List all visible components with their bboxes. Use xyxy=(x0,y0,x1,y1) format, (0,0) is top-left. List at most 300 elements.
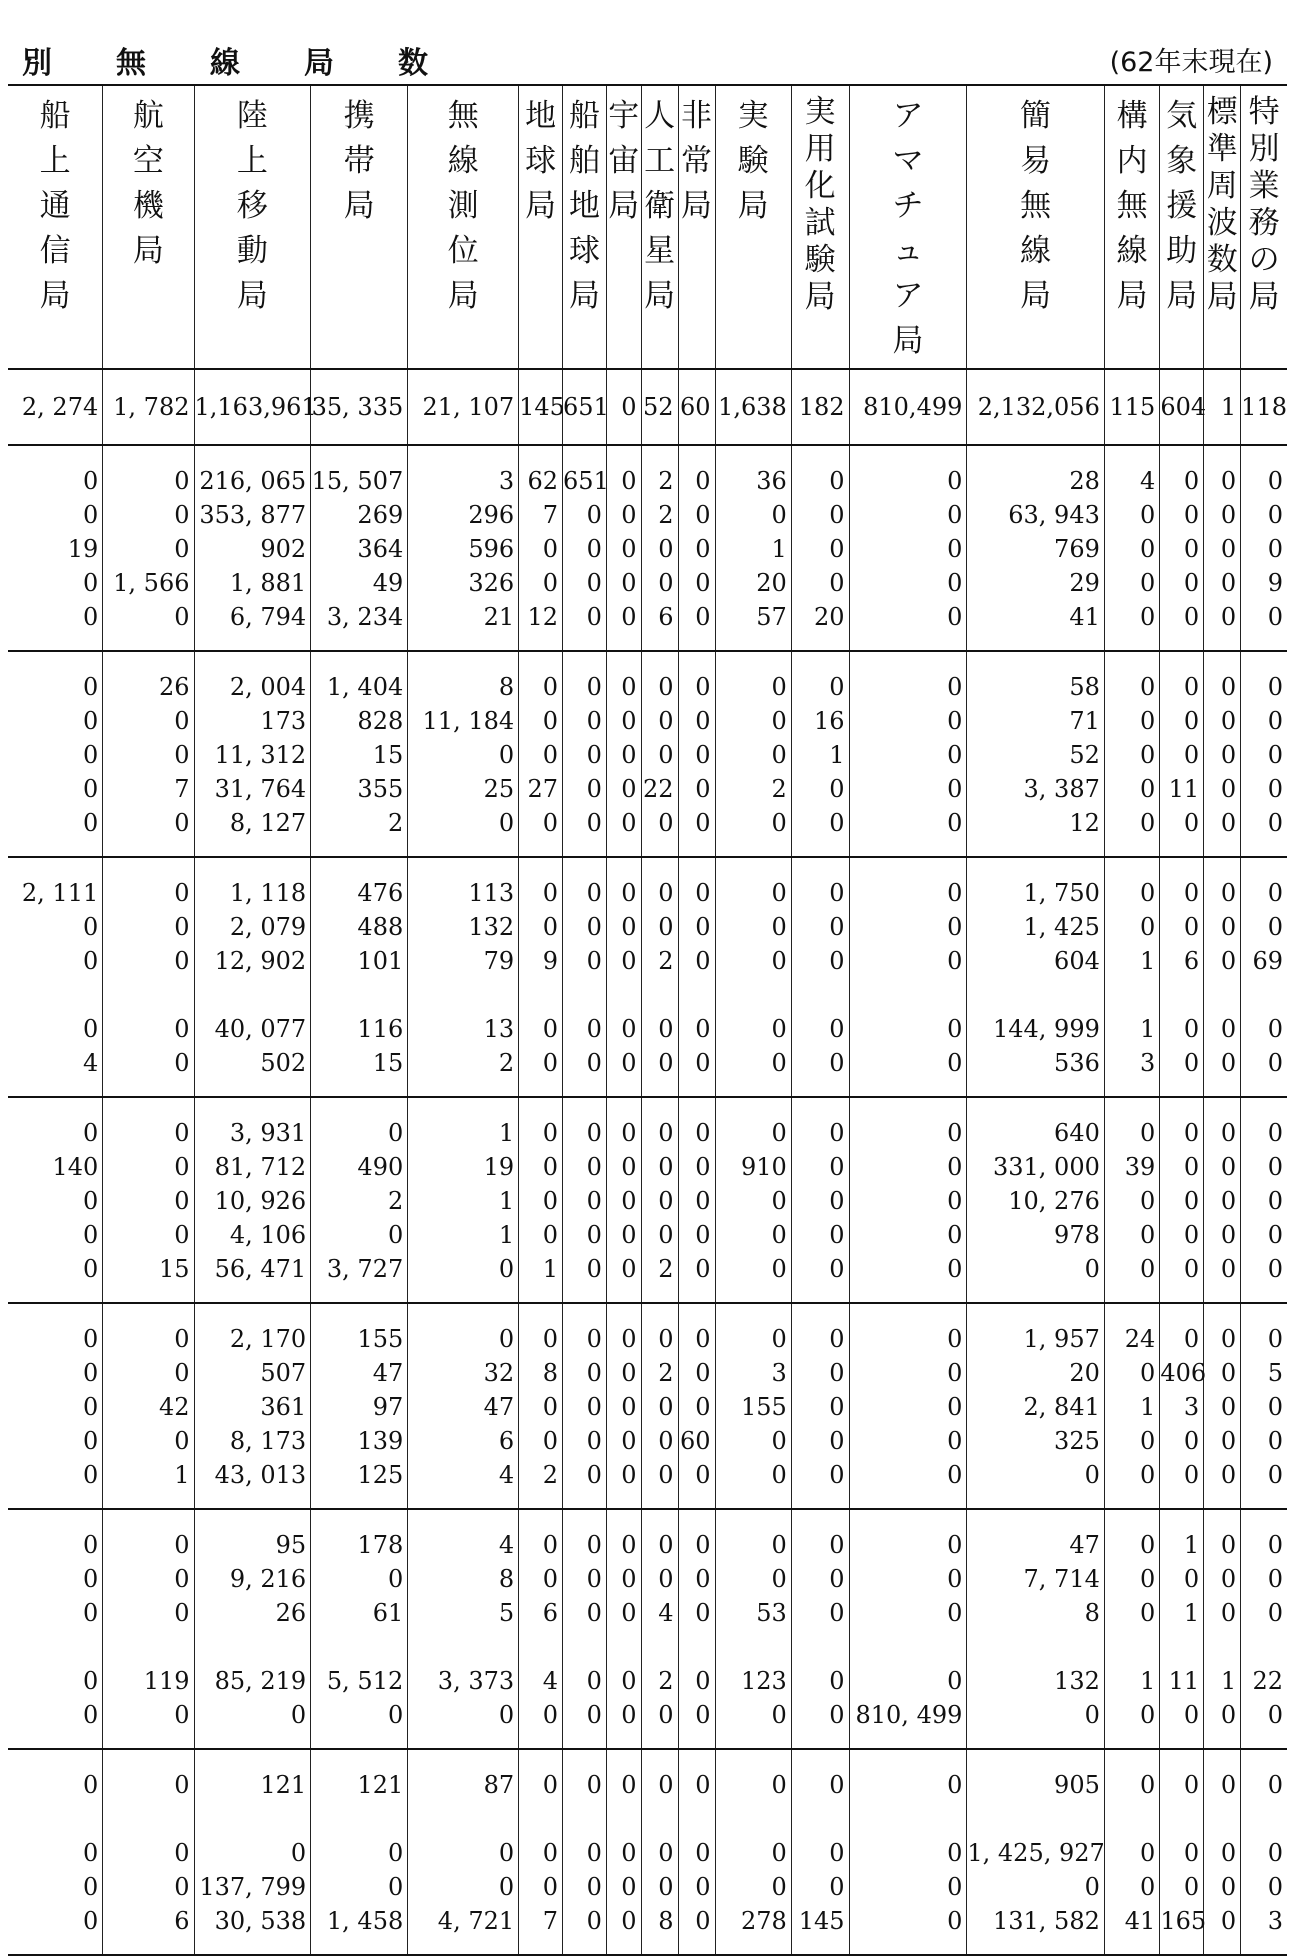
cell-value: 0 xyxy=(621,1255,637,1283)
data-cell xyxy=(849,1509,967,1749)
data-cell xyxy=(1241,1097,1287,1303)
data-cell xyxy=(408,651,519,857)
cell-value: 8 xyxy=(498,1565,515,1593)
cell-value: 0 xyxy=(771,501,787,529)
cell-value: 0 xyxy=(1183,1427,1200,1455)
column-header: 標準周波数局 xyxy=(1204,85,1241,369)
cell-value: 0 xyxy=(621,1015,637,1043)
cell-value: 173 xyxy=(260,707,307,735)
row-gap xyxy=(1160,1802,1199,1836)
data-cell xyxy=(103,651,194,857)
cell-value: 0 xyxy=(1267,1701,1283,1729)
table-body xyxy=(8,369,1287,1955)
cell-value: 0 xyxy=(695,809,711,837)
cell-value: 1, 750 xyxy=(1023,879,1100,907)
cell-value: 0 xyxy=(1220,1255,1237,1283)
data-cell xyxy=(641,1097,678,1303)
cell-value: 0 xyxy=(290,1701,307,1729)
cell-value: 0 xyxy=(621,1187,637,1215)
cell-value: 0 xyxy=(829,501,845,529)
data-cell xyxy=(563,1097,607,1303)
cell-value: 0 xyxy=(387,1839,404,1867)
row-gap xyxy=(850,1802,963,1836)
cell-value: 0 xyxy=(82,603,99,631)
data-cell xyxy=(967,445,1104,651)
cell-value: 507 xyxy=(260,1359,307,1387)
cell-value: 406 xyxy=(1160,1359,1207,1387)
cell-value: 3, 387 xyxy=(1023,775,1100,803)
cell-value: 0 xyxy=(1183,741,1200,769)
data-cell xyxy=(563,1303,607,1509)
cell-value: 0 xyxy=(947,603,963,631)
column-header: 航空機局 xyxy=(103,85,194,369)
data-cell xyxy=(311,1303,408,1509)
row-gap xyxy=(8,1630,98,1664)
cell-value: 4 xyxy=(1140,467,1156,495)
cell-value: 0 xyxy=(174,1325,190,1353)
cell-value: 0 xyxy=(586,1907,602,1935)
cell-value: 902 xyxy=(260,535,307,563)
cell-value: 1, 957 xyxy=(1023,1325,1100,1353)
cell-value: 0 xyxy=(174,879,190,907)
cell-value: 3 xyxy=(498,467,515,495)
cell-value: 0 xyxy=(542,1049,559,1077)
data-cell xyxy=(563,445,607,651)
data-cell xyxy=(1104,1097,1159,1303)
data-cell xyxy=(678,445,715,651)
cell-value: 1 xyxy=(771,535,787,563)
cell-value: 0 xyxy=(1140,535,1156,563)
cell-value: 0 xyxy=(586,913,602,941)
cell-value: 0 xyxy=(82,1119,99,1147)
row-gap xyxy=(967,1802,1099,1836)
column-header: 実験局 xyxy=(715,85,791,369)
cell-value: 2, 004 xyxy=(229,673,307,701)
cell-value: 0 xyxy=(1140,1771,1156,1799)
cell-value: 0 xyxy=(586,1873,602,1901)
cell-value: 0 xyxy=(82,1667,99,1695)
column-header: 携帯局 xyxy=(311,85,408,369)
cell-value: 0 xyxy=(586,1153,602,1181)
column-header: 構内無線局 xyxy=(1104,85,1159,369)
cell-value: 4 xyxy=(542,1667,559,1695)
total-cell: 35, 335 xyxy=(311,369,408,445)
cell-value: 3, 727 xyxy=(326,1255,404,1283)
cell-value: 0 xyxy=(658,809,674,837)
cell-value: 42 xyxy=(158,1393,190,1421)
data-cell xyxy=(791,1509,849,1749)
total-cell: 182 xyxy=(791,369,849,445)
cell-value: 6, 794 xyxy=(229,603,307,631)
row-gap xyxy=(103,978,189,1012)
cell-value: 79 xyxy=(483,947,515,975)
cell-value: 0 xyxy=(771,1461,787,1489)
as-of-date: (62年末現在) xyxy=(1109,47,1273,78)
cell-value: 2, 111 xyxy=(21,879,99,907)
cell-value: 0 xyxy=(947,535,963,563)
cell-value: 0 xyxy=(771,707,787,735)
cell-value: 1, 404 xyxy=(326,673,404,701)
cell-value: 0 xyxy=(658,1325,674,1353)
cell-value: 61 xyxy=(372,1599,404,1627)
cell-value: 0 xyxy=(82,1221,99,1249)
data-cell xyxy=(1104,1509,1159,1749)
cell-value: 0 xyxy=(1183,1015,1200,1043)
data-cell xyxy=(8,651,103,857)
cell-value: 145 xyxy=(798,1907,845,1935)
data-cell xyxy=(1204,1303,1241,1509)
cell-value: 0 xyxy=(695,569,711,597)
cell-value: 0 xyxy=(82,1565,99,1593)
data-cell xyxy=(606,1303,641,1509)
cell-value: 1 xyxy=(829,741,845,769)
cell-value: 0 xyxy=(1183,535,1200,563)
cell-value: 0 xyxy=(542,569,559,597)
cell-value: 0 xyxy=(621,913,637,941)
cell-value: 11, 184 xyxy=(422,707,515,735)
cell-value: 22 xyxy=(1252,1667,1283,1695)
cell-value: 0 xyxy=(947,809,963,837)
totals-row xyxy=(8,369,1287,445)
cell-value: 216, 065 xyxy=(199,467,307,495)
cell-value: 0 xyxy=(829,1565,845,1593)
data-cell xyxy=(311,651,408,857)
cell-value: 0 xyxy=(586,1771,602,1799)
data-cell xyxy=(606,857,641,1097)
data-cell xyxy=(311,1509,408,1749)
cell-value: 1, 566 xyxy=(113,569,190,597)
row-gap xyxy=(1241,1802,1283,1836)
data-cell xyxy=(1160,857,1204,1097)
cell-value: 0 xyxy=(695,1359,711,1387)
cell-value: 2 xyxy=(771,775,787,803)
cell-value: 8 xyxy=(542,1359,559,1387)
cell-value: 361 xyxy=(260,1393,307,1421)
cell-value: 0 xyxy=(658,1015,674,1043)
cell-value: 0 xyxy=(82,1187,99,1215)
cell-value: 536 xyxy=(1054,1049,1100,1077)
cell-value: 0 xyxy=(621,707,637,735)
total-cell: 21, 107 xyxy=(408,369,519,445)
data-cell xyxy=(8,1097,103,1303)
cell-value: 0 xyxy=(621,1359,637,1387)
cell-value: 0 xyxy=(1183,1153,1200,1181)
data-cell xyxy=(606,1749,641,1955)
cell-value: 0 xyxy=(1183,879,1200,907)
cell-value: 0 xyxy=(174,603,190,631)
data-cell xyxy=(408,1303,519,1509)
cell-value: 0 xyxy=(947,1667,963,1695)
data-cell xyxy=(849,651,967,857)
cell-value: 116 xyxy=(357,1015,404,1043)
cell-value: 1, 425 xyxy=(1023,913,1100,941)
cell-value: 0 xyxy=(1140,1565,1156,1593)
cell-value: 0 xyxy=(1220,775,1237,803)
data-cell xyxy=(194,1303,311,1509)
cell-value: 0 xyxy=(1183,1565,1200,1593)
data-cell xyxy=(103,1303,194,1509)
cell-value: 0 xyxy=(82,1839,99,1867)
cell-value: 0 xyxy=(1183,1119,1200,1147)
cell-value: 0 xyxy=(658,1221,674,1249)
row-gap xyxy=(563,978,602,1012)
cell-value: 0 xyxy=(1220,1873,1237,1901)
cell-value: 0 xyxy=(174,1531,190,1559)
cell-value: 0 xyxy=(1267,1015,1283,1043)
row-gap xyxy=(716,978,787,1012)
column-header: アマチュア局 xyxy=(849,85,967,369)
cell-value: 0 xyxy=(695,1599,711,1627)
cell-value: 0 xyxy=(829,879,845,907)
cell-value: 0 xyxy=(947,1015,963,1043)
cell-value: 0 xyxy=(542,1187,559,1215)
cell-value: 0 xyxy=(1220,809,1237,837)
cell-value: 0 xyxy=(695,1325,711,1353)
cell-value: 0 xyxy=(586,1325,602,1353)
data-cell xyxy=(791,1303,849,1509)
row-gap xyxy=(408,978,514,1012)
cell-value: 56, 471 xyxy=(214,1255,307,1283)
cell-value: 2 xyxy=(542,1461,559,1489)
row-gap xyxy=(716,1630,787,1664)
cell-value: 0 xyxy=(1267,1325,1283,1353)
row-gap xyxy=(1105,1630,1155,1664)
cell-value: 0 xyxy=(771,673,787,701)
cell-value: 0 xyxy=(82,1325,99,1353)
cell-value: 0 xyxy=(621,1771,637,1799)
cell-value: 29 xyxy=(1069,569,1100,597)
data-cell xyxy=(715,857,791,1097)
cell-value: 6 xyxy=(174,1907,190,1935)
cell-value: 155 xyxy=(357,1325,404,1353)
cell-value: 0 xyxy=(1267,1531,1283,1559)
cell-value: 8, 173 xyxy=(229,1427,307,1455)
cell-value: 0 xyxy=(771,1531,787,1559)
cell-value: 0 xyxy=(586,809,602,837)
cell-value: 0 xyxy=(586,1393,602,1421)
cell-value: 0 xyxy=(1140,569,1156,597)
cell-value: 0 xyxy=(695,1873,711,1901)
row-gap xyxy=(967,1630,1099,1664)
data-cell xyxy=(641,651,678,857)
data-cell xyxy=(715,651,791,857)
cell-value: 0 xyxy=(586,1565,602,1593)
cell-value: 3 xyxy=(1267,1907,1283,1935)
data-cell xyxy=(1104,857,1159,1097)
total-cell: 2, 274 xyxy=(8,369,103,445)
cell-value: 0 xyxy=(695,1015,711,1043)
cell-value: 0 xyxy=(542,1221,559,1249)
cell-value: 0 xyxy=(174,1873,190,1901)
cell-value: 40, 077 xyxy=(214,1015,307,1043)
cell-value: 0 xyxy=(695,1771,711,1799)
row-gap xyxy=(850,1630,963,1664)
cell-value: 0 xyxy=(586,1599,602,1627)
cell-value: 0 xyxy=(771,1771,787,1799)
cell-value: 0 xyxy=(586,1531,602,1559)
cell-value: 3, 234 xyxy=(326,603,404,631)
cell-value: 0 xyxy=(82,741,99,769)
data-cell xyxy=(1104,1749,1159,1955)
cell-value: 0 xyxy=(82,1907,99,1935)
data-cell xyxy=(791,651,849,857)
cell-value: 0 xyxy=(829,569,845,597)
cell-value: 0 xyxy=(829,535,845,563)
cell-value: 0 xyxy=(695,1187,711,1215)
cell-value: 7 xyxy=(542,1907,559,1935)
cell-value: 41 xyxy=(1124,1907,1156,1935)
cell-value: 0 xyxy=(586,1359,602,1387)
cell-value: 0 xyxy=(1140,673,1156,701)
cell-value: 7 xyxy=(174,775,190,803)
cell-value: 69 xyxy=(1252,947,1283,975)
cell-value: 0 xyxy=(621,1049,637,1077)
table-row-group xyxy=(8,1509,1287,1749)
row-gap xyxy=(642,978,674,1012)
data-cell xyxy=(1204,1097,1241,1303)
cell-value: 0 xyxy=(1220,1599,1237,1627)
cell-value: 0 xyxy=(695,879,711,907)
cell-value: 32 xyxy=(483,1359,515,1387)
data-cell xyxy=(1204,1749,1241,1955)
cell-value: 0 xyxy=(586,673,602,701)
cell-value: 0 xyxy=(1220,1701,1237,1729)
cell-value: 0 xyxy=(1183,1771,1200,1799)
cell-value: 113 xyxy=(468,879,515,907)
cell-value: 0 xyxy=(1220,707,1237,735)
data-cell xyxy=(194,445,311,651)
cell-value: 0 xyxy=(658,1393,674,1421)
data-cell xyxy=(519,1303,563,1509)
cell-value: 0 xyxy=(498,1255,515,1283)
data-cell xyxy=(967,1509,1104,1749)
row-gap xyxy=(607,1802,637,1836)
data-cell xyxy=(1160,1509,1204,1749)
cell-value: 0 xyxy=(586,1839,602,1867)
cell-value: 16 xyxy=(813,707,845,735)
cell-value: 0 xyxy=(621,1873,637,1901)
cell-value: 0 xyxy=(1220,603,1237,631)
cell-value: 596 xyxy=(468,535,515,563)
column-header: 船上通信局 xyxy=(39,98,71,314)
cell-value: 0 xyxy=(174,741,190,769)
total-cell: 60 xyxy=(678,369,715,445)
cell-value: 0 xyxy=(586,1049,602,1077)
cell-value: 0 xyxy=(1140,741,1156,769)
cell-value: 11 xyxy=(1168,1667,1200,1695)
data-cell xyxy=(311,857,408,1097)
cell-value: 0 xyxy=(621,1461,637,1489)
cell-value: 0 xyxy=(1140,1255,1156,1283)
cell-value: 10, 926 xyxy=(214,1187,307,1215)
data-cell xyxy=(1160,1097,1204,1303)
data-cell xyxy=(103,1097,194,1303)
cell-value: 0 xyxy=(829,1427,845,1455)
cell-value: 0 xyxy=(695,1701,711,1729)
cell-value: 0 xyxy=(586,1015,602,1043)
cell-value: 0 xyxy=(387,1701,404,1729)
total-cell: 118 xyxy=(1241,369,1287,445)
data-cell xyxy=(563,1509,607,1749)
data-cell xyxy=(1104,445,1159,651)
cell-value: 769 xyxy=(1054,535,1100,563)
row-gap xyxy=(195,1630,307,1664)
cell-value: 0 xyxy=(829,1393,845,1421)
cell-value: 57 xyxy=(756,603,787,631)
cell-value: 0 xyxy=(621,879,637,907)
cell-value: 0 xyxy=(947,1221,963,1249)
cell-value: 0 xyxy=(1267,1119,1283,1147)
data-cell xyxy=(1204,857,1241,1097)
data-cell xyxy=(8,1303,103,1509)
cell-value: 2, 841 xyxy=(1023,1393,1100,1421)
cell-value: 1 xyxy=(498,1119,515,1147)
cell-value: 0 xyxy=(947,1839,963,1867)
cell-value: 8 xyxy=(1084,1599,1100,1627)
cell-value: 0 xyxy=(1183,1049,1200,1077)
cell-value: 47 xyxy=(1069,1531,1100,1559)
row-gap xyxy=(563,1630,602,1664)
cell-value: 4, 106 xyxy=(229,1221,307,1249)
cell-value: 0 xyxy=(695,947,711,975)
data-cell xyxy=(715,1509,791,1749)
row-gap xyxy=(1105,1802,1155,1836)
data-cell xyxy=(791,1749,849,1955)
row-gap xyxy=(792,978,845,1012)
cell-value: 0 xyxy=(498,1873,515,1901)
cell-value: 0 xyxy=(542,1427,559,1455)
cell-value: 0 xyxy=(658,1049,674,1077)
cell-value: 0 xyxy=(621,775,637,803)
cell-value: 12 xyxy=(1069,809,1100,837)
cell-value: 0 xyxy=(658,569,674,597)
cell-value: 0 xyxy=(387,1565,404,1593)
cell-value: 0 xyxy=(174,1015,190,1043)
cell-value: 3, 373 xyxy=(437,1667,515,1695)
cell-value: 0 xyxy=(947,1873,963,1901)
cell-value: 15 xyxy=(158,1255,190,1283)
cell-value: 0 xyxy=(1267,1221,1283,1249)
cell-value: 0 xyxy=(586,1187,602,1215)
cell-value: 0 xyxy=(1183,569,1200,597)
cell-value: 0 xyxy=(829,467,845,495)
cell-value: 0 xyxy=(695,1565,711,1593)
cell-value: 0 xyxy=(621,1393,637,1421)
cell-value: 0 xyxy=(1267,1771,1283,1799)
data-cell xyxy=(641,1509,678,1749)
row-gap xyxy=(642,1802,674,1836)
cell-value: 19 xyxy=(483,1153,515,1181)
data-cell xyxy=(519,651,563,857)
cell-value: 0 xyxy=(1183,1325,1200,1353)
cell-value: 0 xyxy=(829,1701,845,1729)
cell-value: 0 xyxy=(771,1049,787,1077)
cell-value: 0 xyxy=(621,1119,637,1147)
cell-value: 0 xyxy=(1183,913,1200,941)
data-cell xyxy=(1241,1509,1287,1749)
cell-value: 0 xyxy=(1267,1153,1283,1181)
cell-value: 132 xyxy=(468,913,515,941)
cell-value: 0 xyxy=(621,1565,637,1593)
cell-value: 0 xyxy=(498,1325,515,1353)
cell-value: 12 xyxy=(527,603,559,631)
cell-value: 0 xyxy=(1140,1359,1156,1387)
cell-value: 0 xyxy=(621,809,637,837)
data-cell xyxy=(194,1509,311,1749)
total-cell: 2,132,056 xyxy=(967,369,1104,445)
cell-value: 0 xyxy=(695,707,711,735)
cell-value: 0 xyxy=(829,1599,845,1627)
